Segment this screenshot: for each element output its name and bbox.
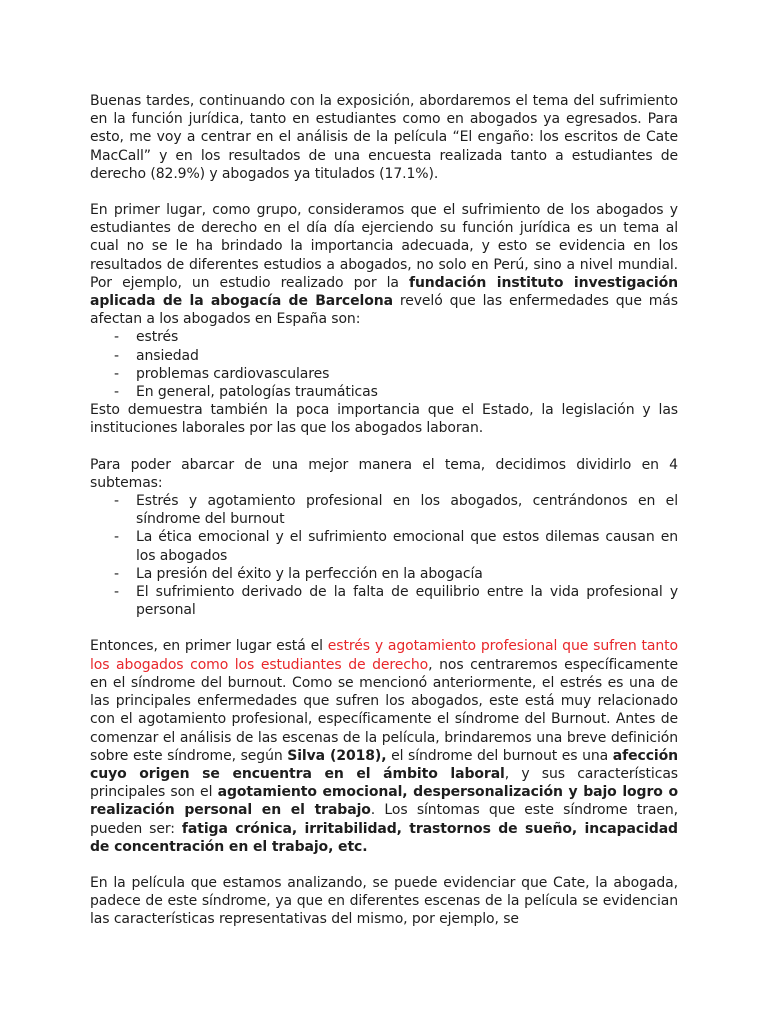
- burnout-text: . Los síntomas que este síndrome traen, pueden ser:: [90, 802, 678, 837]
- first-point-text-end: reveló que las enfermedades que más afectan a los abogados en España son:: [90, 293, 678, 328]
- burnout-text: , y sus características principales son el: [90, 765, 678, 801]
- list-item: - Estrés y agotamiento profesional en los abogados, centrándonos en el síndrome del burnout: [90, 492, 678, 528]
- foundation-name: fundación instituto investigación aplicada de la abogacía de Barcelona: [90, 274, 678, 310]
- list-item: - En general, patologías traumáticas: [90, 383, 678, 401]
- list-item: - El sufrimiento derivado de la falta de equilibrio entre la vida profesional y personal: [90, 583, 678, 619]
- intro-paragraph: Buenas tardes, continuando con la exposición, abordaremos el tema del sufrimiento en la función jurídica, tanto en estudiantes como en abogados ya egresados. Para esto, me voy a centrar en el análisis de la película “El engaño: los escritos de Cate MacCall” y en los resultados de una encuesta realizada tanto a estudiantes de derecho (82.9%) y abogados ya titulados (17.1%).: [90, 93, 678, 182]
- highlighted-topic: estrés y agotamiento profesional que sufren tanto los abogados como los estudiantes de derecho: [90, 638, 678, 673]
- first-point-text: En primer lugar, como grupo, consideramos que el sufrimiento de los abogados y estudiantes de derecho en el día día ejerciendo su función jurídica es un tema al cual no se le ha brindado la importancia adecuada, y esto se evidencia en los resultados de diferentes estudios a abogados, no solo en Perú, sino a nivel mundial. Por ejemplo, un estudio realizado por la: [90, 202, 678, 291]
- subtopics-intro: Para poder abarcar de una mejor manera el tema, decidimos dividirlo en 4 subtemas:: [90, 456, 678, 491]
- subtopics-list: [90, 492, 678, 619]
- burnout-text: Entonces, en primer lugar está el: [90, 638, 328, 655]
- film-analysis-paragraph: En la película que estamos analizando, se puede evidenciar que Cate, la abogada, padece de este síndrome, ya que en diferentes escenas de la película se evidencian las características representativas del mismo, por ejemplo, se: [90, 874, 678, 928]
- definition-bold: afección cuyo origen se encuentra en el ámbito laboral: [90, 747, 678, 782]
- burnout-paragraph: [90, 637, 678, 855]
- burnout-text: el síndrome del burnout es una: [386, 747, 613, 764]
- list-item: - estrés: [90, 328, 678, 346]
- diseases-list: [90, 328, 678, 401]
- first-point-paragraph: [90, 201, 678, 328]
- characteristics-bold: agotamiento emocional, despersonalización y bajo logro o realización personal en el trabajo: [90, 784, 678, 819]
- list-item: - problemas cardiovasculares: [90, 365, 678, 383]
- citation: Silva (2018),: [287, 747, 387, 764]
- burnout-text: , nos centraremos específicamente en el síndrome del burnout. Como se mencionó anteriormente, el estrés es una de las principales enfermedades que sufren los abogados, este está muy relacionado con el agotamiento profesional, específicamente el síndrome del Burnout. Antes de comenzar el análisis de las escenas de la película, brindaremos una breve definición sobre este síndrome, según: [90, 656, 678, 764]
- importance-paragraph: Esto demuestra también la poca importancia que el Estado, la legislación y las instituciones laborales por las que los abogados laboran.: [90, 402, 678, 437]
- list-item: - ansiedad: [90, 347, 678, 365]
- symptoms-bold: fatiga crónica, irritabilidad, trastornos de sueño, incapacidad de concentración en el trabajo, etc.: [90, 820, 678, 855]
- list-item: - La ética emocional y el sufrimiento emocional que estos dilemas causan en los abogados: [90, 528, 678, 564]
- list-item: - La presión del éxito y la perfección en la abogacía: [90, 565, 678, 583]
